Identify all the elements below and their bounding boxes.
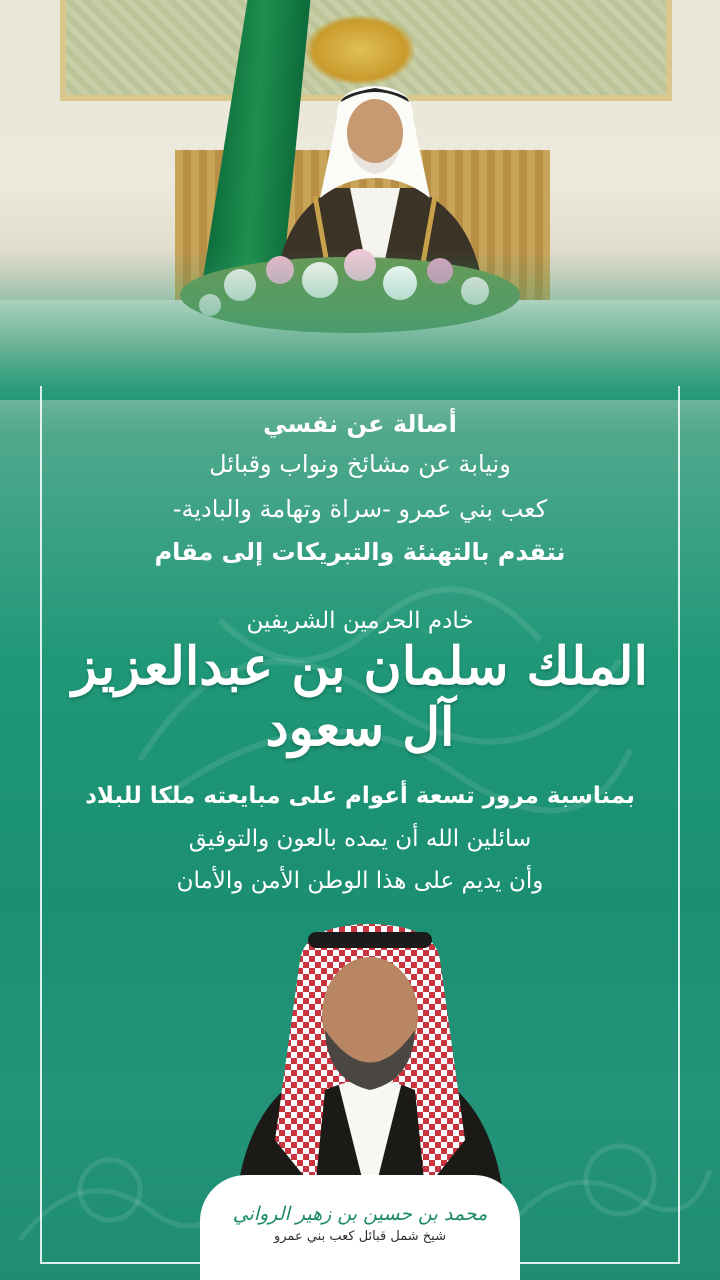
honoree-name-calligraphy: الملك سلمان بن عبدالعزيز آل سعود <box>72 636 648 758</box>
scene-fade <box>0 250 720 400</box>
message-line-3: وأن يديم على هذا الوطن الأمن والأمان <box>176 868 544 894</box>
greeting-line-2: ونيابة عن مشائخ ونواب وقبائل <box>209 450 511 478</box>
greeting-line-4: نتقدم بالتهنئة والتبريكات إلى مقام <box>154 538 566 566</box>
sheikh-portrait <box>225 920 515 1210</box>
message-line-2: سائلين الله أن يمده بالعون والتوفيق <box>188 826 532 852</box>
header-photo <box>0 0 720 400</box>
signature-plate <box>200 1175 520 1280</box>
greeting-line-1: أصالة عن نفسي <box>263 410 457 438</box>
gold-crest-ornament <box>305 15 415 85</box>
honoree-title: خادم الحرمين الشريفين <box>246 608 474 634</box>
signature-title: شيخ شمل قبائل كعب بني عمرو <box>273 1229 446 1244</box>
signature-name: محمد بن حسين بن زهير الرواني <box>232 1203 488 1225</box>
greeting-line-3: كعب بني عمرو -سراة وتهامة والبادية- <box>172 495 548 523</box>
message-line-1: بمناسبة مرور تسعة أعوام على مبايعته ملكا للبلاد <box>85 783 635 809</box>
